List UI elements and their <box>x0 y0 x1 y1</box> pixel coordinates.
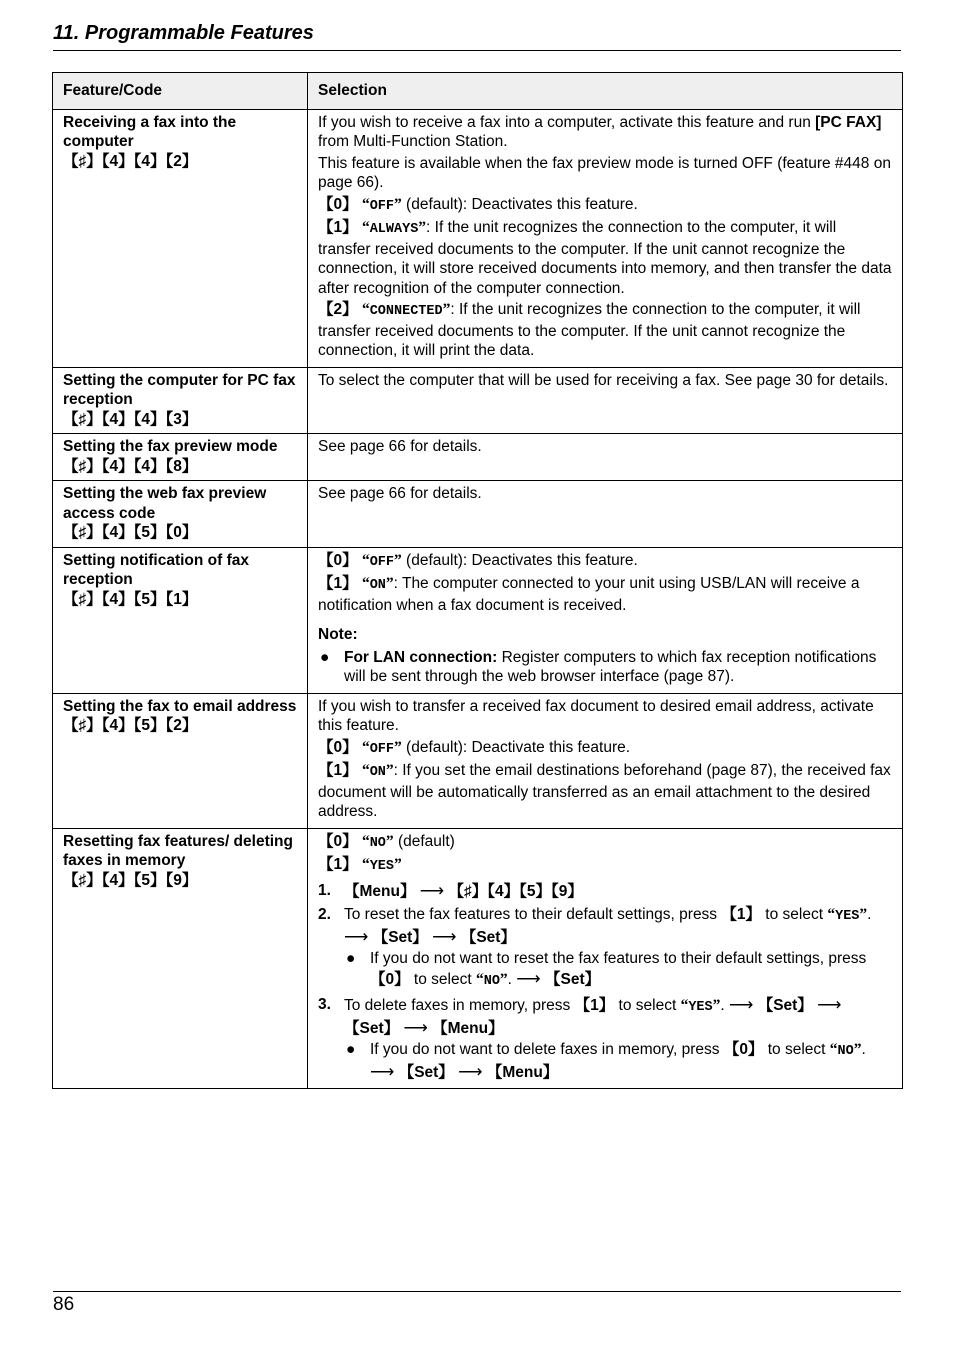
arrow-right-icon: ⟶ <box>729 995 754 1014</box>
arrow-right-icon: ⟶ <box>344 926 369 946</box>
option-connected: 【2】 “CONNECTED”: If the unit recognizes the connection to the computer, it will transfer received documents to the computer. If the unit cannot recognize the connection, it will print the data. <box>318 301 861 359</box>
page-header-title: 11. Programmable Features <box>53 22 901 51</box>
table-row <box>53 109 903 367</box>
option-on: 【1】 “ON”: The computer connected to your unit using USB/LAN will receive a notification when a fax document is received. <box>318 575 860 614</box>
table-row <box>53 547 903 693</box>
step-3-sub-bullet: ● If you do not want to delete faxes in memory, press 【0】 to select “NO”. ⟶ 【Set】 ⟶ 【Menu】 <box>346 1041 866 1081</box>
feature-cell <box>53 481 308 548</box>
option-off: 【0】 “OFF” (default): Deactivates this feature. <box>318 195 638 214</box>
option-yes: 【1】 “YES” <box>318 856 402 874</box>
selection-cell: To select the computer that will be used for receiving a fax. See page 30 for details. <box>308 367 903 434</box>
bullet-icon: ● <box>346 950 356 967</box>
option-no: 【0】 “NO” (default) <box>318 832 455 851</box>
feature-code: 【♯】【4】【5】【9】 <box>63 871 198 889</box>
column-header-selection: Selection <box>308 73 903 110</box>
arrow-right-icon: ⟶ <box>516 968 541 988</box>
column-header-feature-code: Feature/Code <box>53 73 308 110</box>
selection-paragraph: If you wish to receive a fax into a computer, activate this feature and run [PC FAX] from Multi-Function Station. <box>318 113 882 150</box>
option-always: 【1】 “ALWAYS”: If the unit recognizes the connection to the computer, it will transfer received documents to the computer. If the unit cannot recognize the connection, it will store received documents into memory, and then transfer the data after recognition of the computer connection. <box>318 219 892 297</box>
feature-code: 【♯】【4】【5】【0】 <box>63 524 198 541</box>
feature-name: Setting the computer for PC fax reception <box>63 371 296 408</box>
option-off: 【0】 “OFF” (default): Deactivate this feature. <box>318 738 631 757</box>
note-bullet: ● For LAN connection: Register computers to which fax reception notifications will be sent through the web browser interface (page 87). <box>320 648 877 685</box>
feature-cell <box>53 828 308 1089</box>
feature-name: Setting the fax to email address <box>63 697 297 715</box>
feature-cell <box>53 109 308 367</box>
table-row <box>53 434 903 481</box>
feature-name: Receiving a fax into the computer <box>63 113 237 150</box>
feature-table <box>52 72 903 1089</box>
table-row <box>53 367 903 434</box>
option-on: 【1】 “ON”: If you set the email destinations beforehand (page 87), the received fax document will be automatically transferred as an email attachment to the desired address. <box>318 762 891 820</box>
page-number: 86 <box>53 1294 75 1315</box>
feature-name: Setting the fax preview mode <box>63 438 278 455</box>
arrow-right-icon: ⟶ <box>419 880 445 900</box>
step-1: 1. 【Menu】 ⟶ 【♯】【4】【5】【9】 <box>318 880 583 900</box>
bullet-icon: ● <box>320 648 330 666</box>
option-off: 【0】 “OFF” (default): Deactivates this feature. <box>318 551 638 570</box>
feature-code: 【♯】【4】【4】【2】 <box>63 152 198 170</box>
arrow-right-icon: ⟶ <box>370 1061 395 1081</box>
feature-name: Setting notification of fax reception <box>63 551 249 588</box>
step-3: 3. To delete faxes in memory, press 【1】 to select “YES”. ⟶ 【Set】 ⟶ 【Set】 ⟶ 【Menu】 <box>318 995 842 1037</box>
feature-name: Setting the web fax preview access code <box>63 485 267 522</box>
bullet-icon: ● <box>346 1041 356 1058</box>
note-label: Note: <box>318 626 358 643</box>
selection-cell <box>308 109 903 367</box>
feature-code: 【♯】【4】【5】【2】 <box>63 717 198 734</box>
table-row <box>53 828 903 1089</box>
arrow-right-icon: ⟶ <box>817 995 842 1014</box>
table-row <box>53 693 903 828</box>
feature-cell <box>53 434 308 481</box>
feature-code: 【♯】【4】【4】【3】 <box>63 410 198 428</box>
feature-cell <box>53 547 308 693</box>
feature-name: Resetting fax features/ deleting faxes in memory <box>63 832 293 869</box>
feature-code: 【♯】【4】【4】【8】 <box>63 457 198 475</box>
selection-cell <box>308 547 903 693</box>
arrow-right-icon: ⟶ <box>432 926 457 946</box>
selection-paragraph: This feature is available when the fax preview mode is turned OFF (feature #448 on page 66). <box>318 154 891 191</box>
table-header-row <box>53 73 903 110</box>
arrow-right-icon: ⟶ <box>458 1061 483 1081</box>
table-row <box>53 481 903 548</box>
step-2: 2. To reset the fax features to their default settings, press 【1】 to select “YES”. ⟶ 【Set】 ⟶ 【Set】 <box>318 906 872 946</box>
arrow-right-icon: ⟶ <box>403 1017 428 1037</box>
step-2-sub-bullet: ● If you do not want to reset the fax features to their default settings, press 【0】 to select “NO”. ⟶ 【Set】 <box>346 950 867 989</box>
selection-cell <box>308 693 903 828</box>
feature-code: 【♯】【4】【5】【1】 <box>63 590 198 608</box>
feature-cell <box>53 693 308 828</box>
feature-cell <box>53 367 308 434</box>
footer-divider <box>53 1291 901 1292</box>
selection-cell: See page 66 for details. <box>308 434 903 481</box>
selection-paragraph: If you wish to transfer a received fax document to desired email address, activate this feature. <box>318 697 874 734</box>
selection-cell <box>308 828 903 1089</box>
selection-cell: See page 66 for details. <box>308 481 903 548</box>
